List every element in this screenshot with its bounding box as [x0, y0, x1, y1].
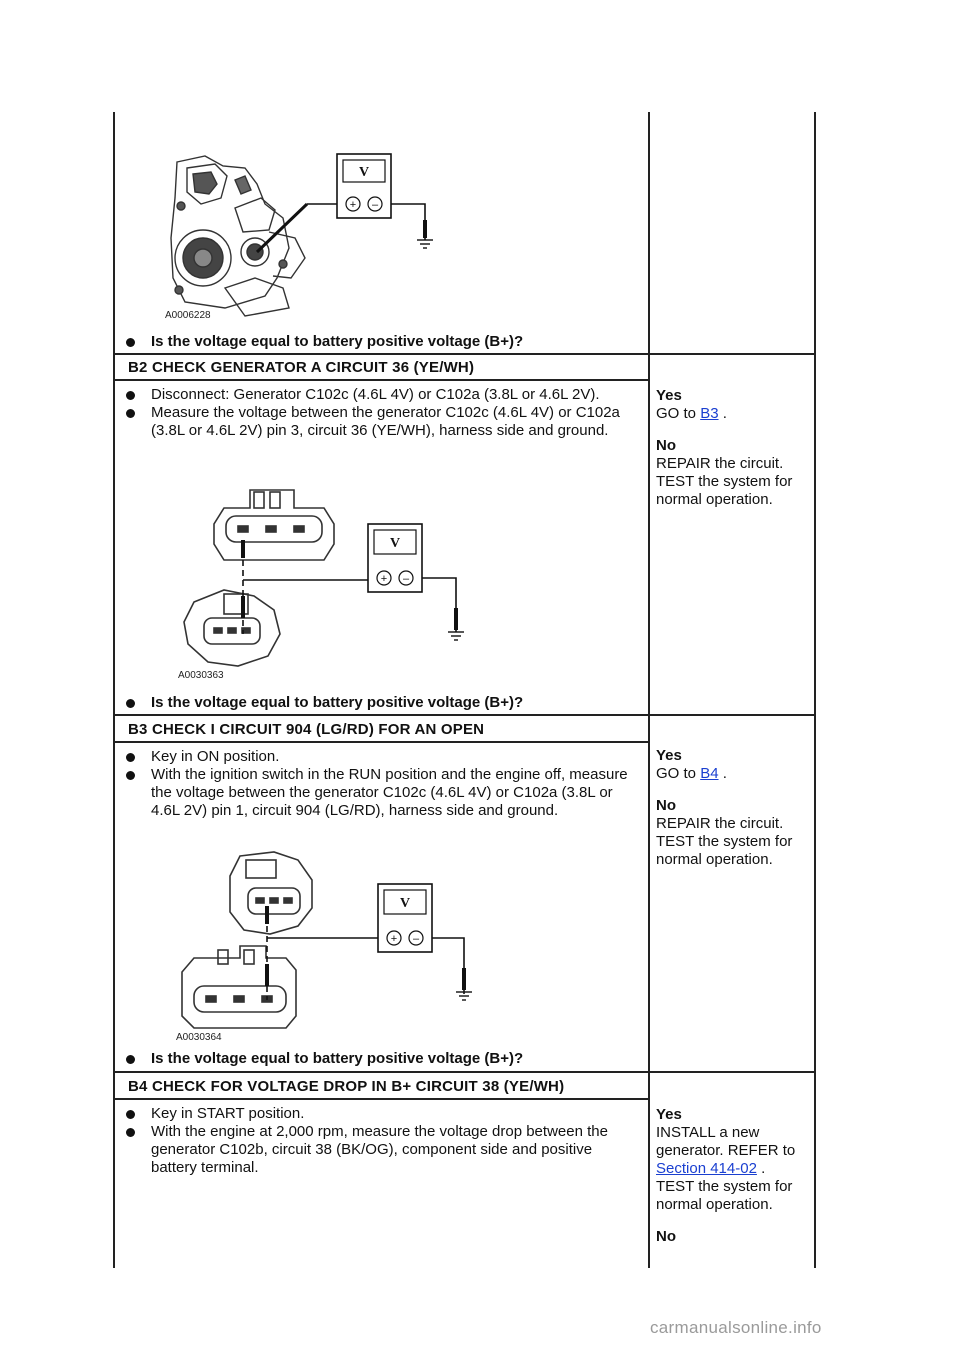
yes-text: INSTALL a new generator. REFER to	[656, 1124, 796, 1159]
step-header-b2: B2 CHECK GENERATOR A CIRCUIT 36 (YE/WH)	[128, 359, 475, 376]
no-text: REPAIR the circuit.	[656, 815, 784, 832]
row-divider	[113, 714, 816, 716]
step-header-b4: B4 CHECK FOR VOLTAGE DROP IN B+ CIRCUIT 38 (YE/WH)	[128, 1078, 565, 1095]
meter-symbol: V	[399, 896, 411, 911]
svg-text:+: +	[349, 199, 357, 211]
no-text: TEST the system for normal operation.	[656, 473, 793, 508]
link-b3[interactable]: B3	[700, 405, 719, 422]
svg-text:–: –	[402, 573, 410, 585]
figure-label: A0006228	[165, 310, 211, 321]
figure-label: A0030364	[176, 1032, 222, 1043]
yes-label: Yes	[656, 747, 682, 764]
table-right-border	[814, 112, 816, 1268]
connector-voltmeter-figure	[174, 484, 474, 684]
answer-cell-b3: Yes GO to B4 . No REPAIR the circuit. TEST the system for normal operation.	[656, 747, 812, 869]
yes-label: Yes	[656, 1106, 682, 1123]
header-divider	[113, 1098, 650, 1100]
link-section-414-02[interactable]: Section 414-02	[656, 1160, 757, 1177]
yes-text: GO to	[656, 765, 697, 782]
question-text: Is the voltage equal to battery positive voltage (B+)?	[116, 1050, 523, 1067]
step-list-b3	[116, 748, 636, 820]
question-text: Is the voltage equal to battery positive voltage (B+)?	[116, 333, 523, 350]
svg-text:+: +	[390, 933, 398, 945]
watermark: carmanualsonline.info	[650, 1318, 822, 1337]
yes-text: GO to	[656, 405, 697, 422]
answer-cell-b4: Yes INSTALL a new generator. REFER to Section 414-02 . TEST the system for normal operation. No	[656, 1106, 812, 1246]
header-divider	[113, 379, 650, 381]
meter-symbol: V	[358, 165, 370, 180]
svg-text:–: –	[371, 199, 379, 211]
generator-voltmeter-figure	[165, 148, 445, 323]
header-divider	[113, 741, 650, 743]
row-divider	[113, 353, 816, 355]
list-item: Key in START position.	[116, 1105, 636, 1123]
figure-label: A0030363	[178, 670, 224, 681]
no-label: No	[656, 797, 676, 814]
step-header-b3: B3 CHECK I CIRCUIT 904 (LG/RD) FOR AN OPEN	[128, 721, 485, 738]
answer-cell-b2: Yes GO to B3 . No REPAIR the circuit. TEST the system for normal operation.	[656, 387, 812, 509]
no-text: TEST the system for normal operation.	[656, 833, 793, 868]
meter-symbol: V	[389, 536, 401, 551]
connector-voltmeter-figure	[174, 846, 484, 1046]
list-item: Disconnect: Generator C102c (4.6L 4V) or C102a (3.8L or 4.6L 2V).	[116, 386, 636, 404]
svg-text:+: +	[380, 573, 388, 585]
question-text: Is the voltage equal to battery positive voltage (B+)?	[116, 694, 523, 711]
no-label: No	[656, 437, 676, 454]
row-divider	[113, 1071, 816, 1073]
step-list-b4	[116, 1105, 636, 1177]
table-left-border	[113, 112, 115, 1268]
list-item: Key in ON position.	[116, 748, 636, 766]
svg-text:–: –	[412, 933, 420, 945]
yes-text: TEST the system for normal operation.	[656, 1178, 793, 1213]
list-item: Measure the voltage between the generator C102c (4.6L 4V) or C102a (3.8L or 4.6L 2V) pin 3, circuit 36 (YE/WH), harness side and ground.	[116, 404, 636, 440]
table-mid-border	[648, 112, 650, 1268]
step-list-b2	[116, 386, 636, 440]
list-item: With the engine at 2,000 rpm, measure the voltage drop between the generator C102b, circuit 38 (BK/OG), component side and positive battery terminal.	[116, 1123, 636, 1177]
no-label: No	[656, 1228, 676, 1245]
list-item: With the ignition switch in the RUN position and the engine off, measure the voltage between the generator C102c (4.6L 4V) or C102a (3.8L or 4.6L 2V) pin 1, circuit 904 (LG/RD), harness side and ground.	[116, 766, 636, 820]
yes-label: Yes	[656, 387, 682, 404]
link-b4[interactable]: B4	[700, 765, 719, 782]
no-text: REPAIR the circuit.	[656, 455, 784, 472]
